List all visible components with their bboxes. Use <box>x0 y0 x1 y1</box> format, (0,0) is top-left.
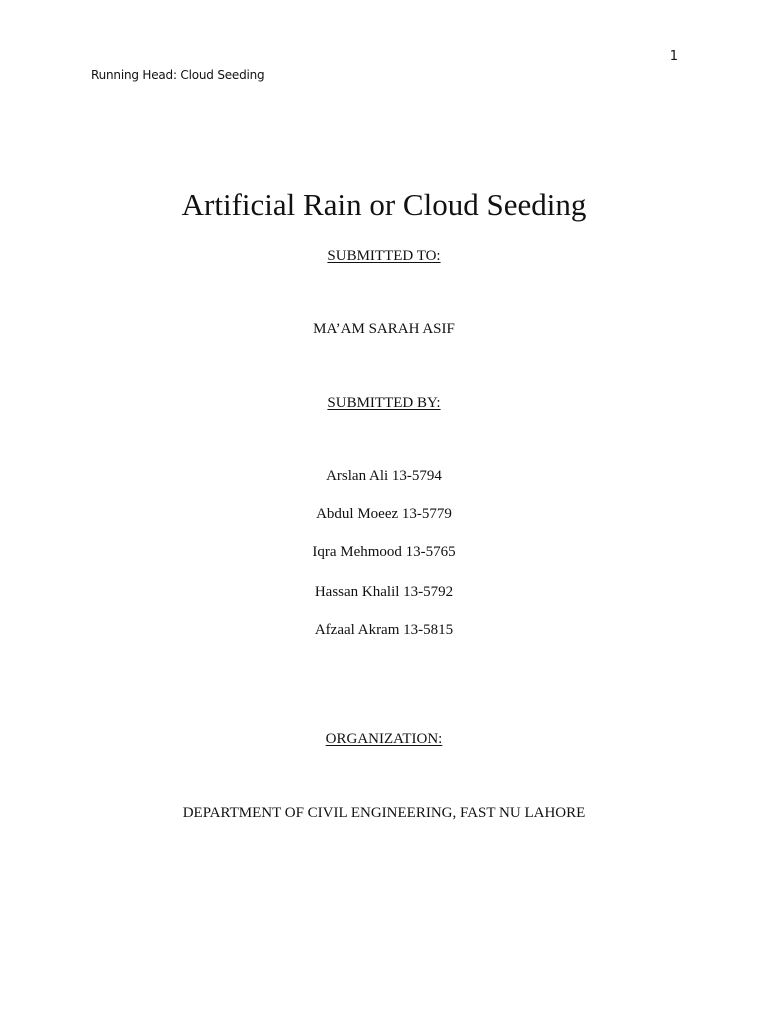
member-line: Abdul Moeez 13-5779 <box>316 506 452 522</box>
organization-label: ORGANIZATION: <box>325 731 443 747</box>
member-line: Iqra Mehmood 13-5765 <box>312 544 456 560</box>
page-number: 1 <box>669 49 678 64</box>
submitted-to-name: MA’AM SARAH ASIF <box>313 321 455 337</box>
member-line: Hassan Khalil 13-5792 <box>314 584 454 600</box>
member-line: Afzaal Akram 13-5815 <box>314 622 454 638</box>
running-head: Running Head: Cloud Seeding <box>91 68 265 82</box>
organization-name: DEPARTMENT OF CIVIL ENGINEERING, FAST NU LAHORE <box>182 805 586 821</box>
submitted-by-label: SUBMITTED BY: <box>327 395 441 411</box>
member-line: Arslan Ali 13-5794 <box>326 468 442 484</box>
submitted-to-label: SUBMITTED TO: <box>327 248 441 264</box>
document-title: Artificial Rain or Cloud Seeding <box>181 187 587 222</box>
